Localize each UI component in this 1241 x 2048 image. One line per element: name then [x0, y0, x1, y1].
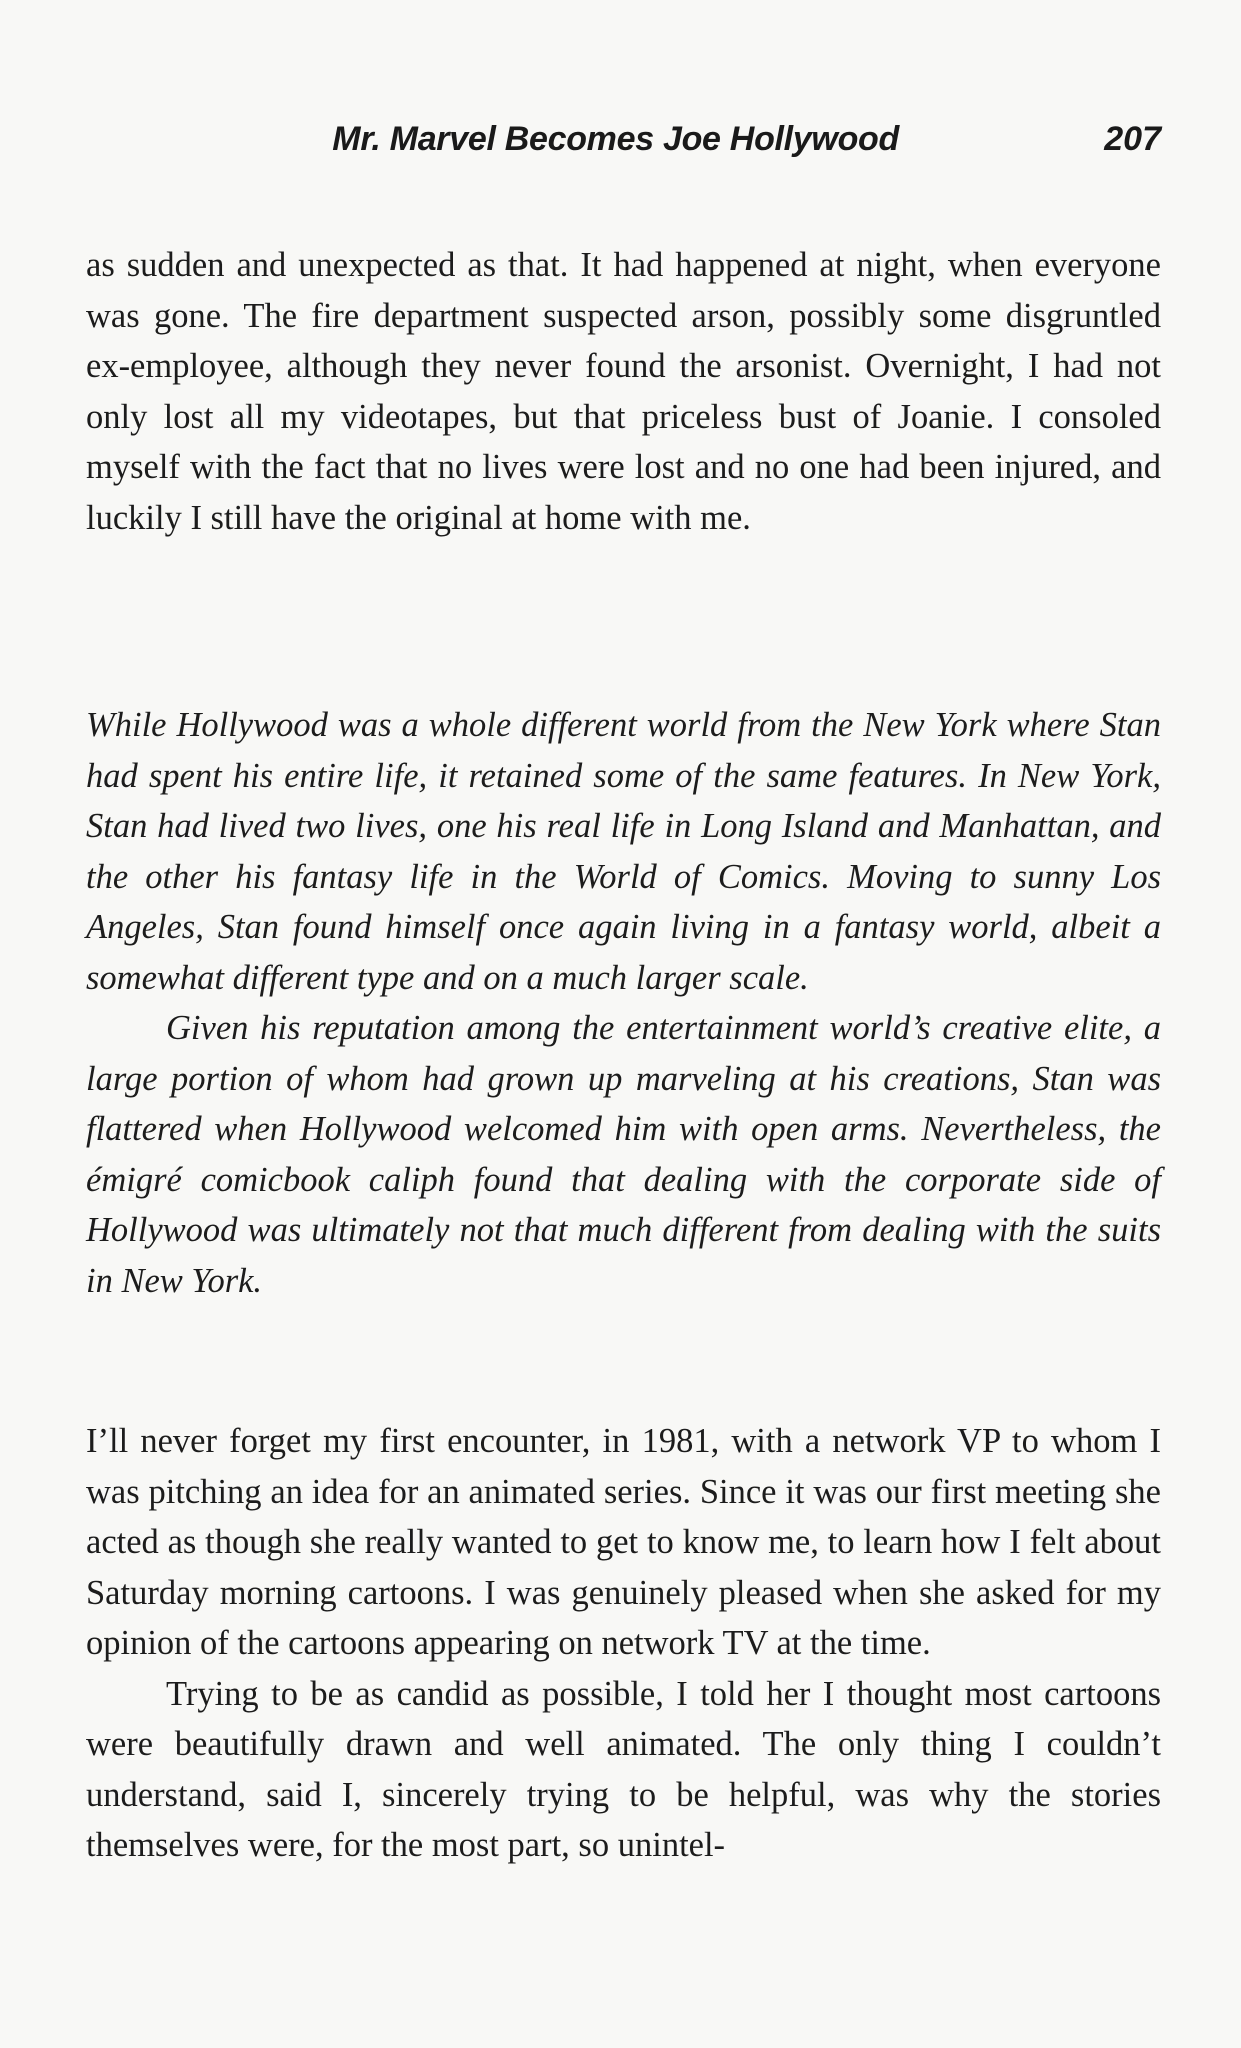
body-text-block-2	[86, 1416, 1161, 1871]
commentary-paragraph-1: While Hollywood was a whole different world from the New York where Stan had spent his entire life, it retained some of the same features. In New York, Stan had lived two lives, one his real life in Long Island and Manhattan, and the other his fantasy life in the World of Comics. Moving to sunny Los Angeles, Stan found himself once again living in a fantasy world, albeit a somewhat different type and on a much larger scale.	[86, 706, 1161, 997]
running-head	[86, 120, 1161, 170]
italic-commentary-block	[86, 700, 1161, 1306]
running-title: Mr. Marvel Becomes Joe Hollywood	[332, 120, 899, 158]
commentary-paragraph-2: Given his reputation among the entertainment world’s creative elite, a large portion of whom had grown up marveling at his creations, Stan was flattered when Hollywood welcomed him with open arms. Nevertheless, the émigré comicbook caliph found that dealing with the corporate side of Hollywood was ultimately not that much different from dealing with the suits in New York.	[86, 1009, 1161, 1300]
body-text-block-1	[86, 240, 1161, 543]
paragraph-network-vp: I’ll never forget my first encounter, in 1981, with a network VP to whom I was pitching an idea for an animated series. Since it was our first meeting she acted as though she really wanted to get to know me, to learn how I felt about Saturday morning cartoons. I was genuinely pleased when she asked for my opinion of the cartoons appearing on network TV at the time.	[86, 1422, 1161, 1662]
paragraph-continued: as sudden and unexpected as that. It had happened at night, when everyone was gone. The fire department suspected arson, possibly some disgruntled ex-employee, although they never found the arsonist. Overnight, I had not only lost all my videotapes, but that priceless bust of Joanie. I consoled myself with the fact that no lives were lost and no one had been injured, and luckily I still have the original at home with me.	[86, 246, 1161, 537]
paragraph-candid: Trying to be as candid as possible, I told her I thought most cartoons were beautifully drawn and well animated. The only thing I couldn’t understand, said I, sincerely trying to be helpful, was why the stories themselves were, for the most part, so unintel-	[86, 1674, 1161, 1864]
page-number: 207	[1104, 120, 1161, 158]
